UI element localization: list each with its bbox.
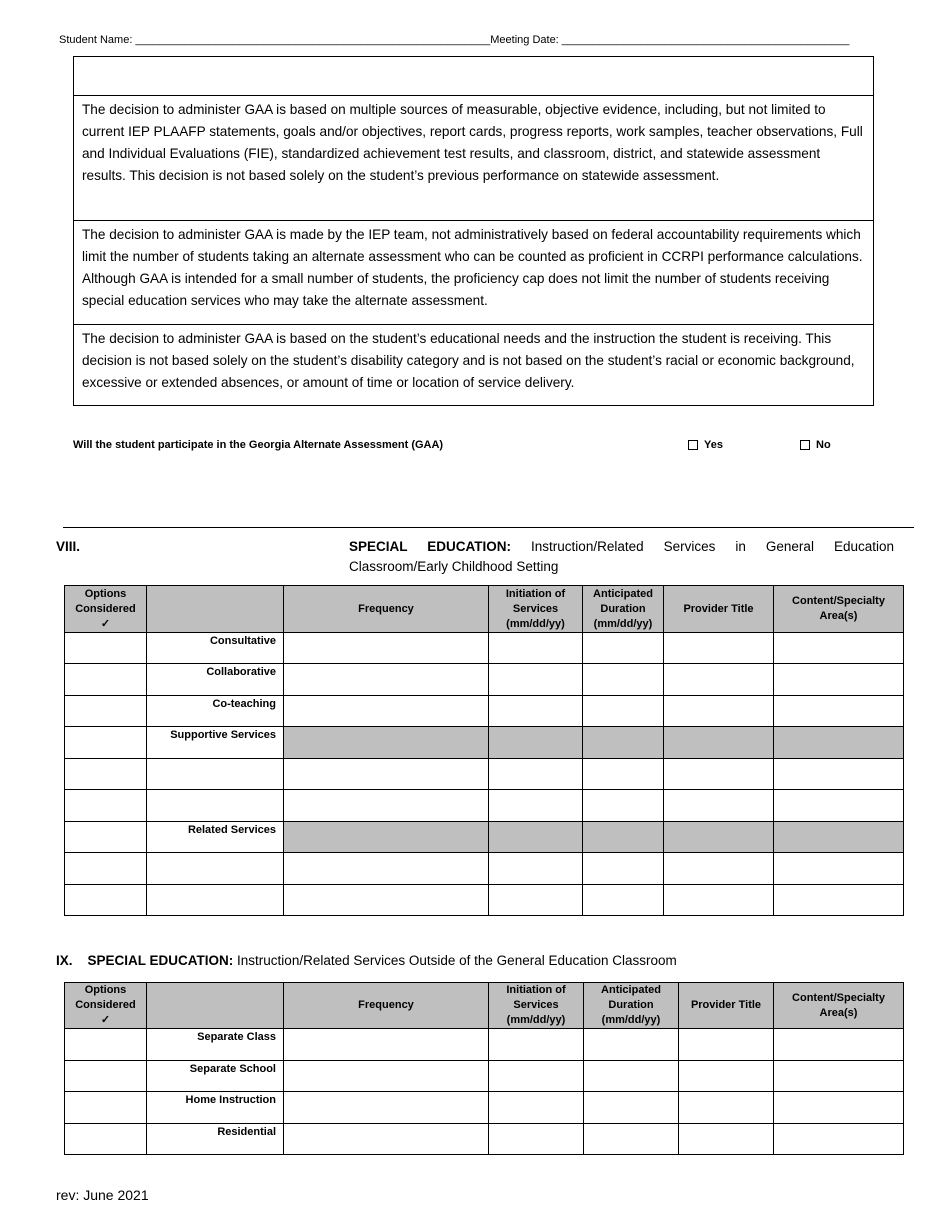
- table-row: [65, 759, 904, 790]
- section-ix-title-rest: Instruction/Related Services Outside of the General Education Classroom: [233, 953, 677, 968]
- shaded-cell: [489, 727, 583, 759]
- section-ix-number: IX.: [56, 953, 73, 968]
- shaded-cell: [489, 822, 583, 853]
- content-cell[interactable]: [774, 633, 904, 664]
- row-label: Separate School: [147, 1061, 284, 1092]
- duration-cell[interactable]: [583, 696, 664, 727]
- content-cell[interactable]: [774, 1124, 904, 1155]
- option-cell[interactable]: [65, 633, 147, 664]
- content-cell[interactable]: [774, 1092, 904, 1124]
- service-name-cell[interactable]: [147, 790, 284, 822]
- duration-cell[interactable]: [584, 1124, 679, 1155]
- option-cell[interactable]: [65, 664, 147, 696]
- option-cell[interactable]: [65, 790, 147, 822]
- gaa-no-option[interactable]: [800, 439, 831, 451]
- row-label: Related Services: [147, 822, 284, 853]
- criteria-evidence: The decision to administer GAA is based on multiple sources of measurable, objective evidence, including, but not limited to current IEP PLAAFP statements, goals and/or objectives, report cards, progress reports, work samples, teacher observations, Full and Individual Evaluations (FIE), standardized achievement test results, and classroom, district, and statewide assessment results. This decision is not based solely on the student’s previous performance on statewide assessment.: [74, 95, 873, 220]
- table-row: [65, 822, 904, 853]
- student-meeting-header: Student Name: __________________________________________________________Meeting Date: _______________________________________________: [59, 34, 850, 46]
- initiation-cell[interactable]: [489, 885, 583, 916]
- section-ix-table: [64, 982, 904, 1155]
- initiation-cell[interactable]: [489, 1029, 584, 1061]
- duration-header: Anticipated Duration (mm/dd/yy): [584, 983, 679, 1029]
- yes-label: Yes: [704, 439, 723, 451]
- option-cell[interactable]: [65, 696, 147, 727]
- options-considered-header: Options Considered ✓: [65, 586, 147, 633]
- option-cell[interactable]: [65, 1092, 147, 1124]
- table-row: [65, 1061, 904, 1092]
- revision-footer: rev: June 2021: [56, 1187, 149, 1203]
- duration-cell[interactable]: [583, 664, 664, 696]
- shaded-cell: [284, 822, 489, 853]
- option-cell[interactable]: [65, 822, 147, 853]
- section-ix-title: [56, 953, 677, 968]
- service-type-header: [147, 983, 284, 1029]
- frequency-cell[interactable]: [284, 633, 489, 664]
- section-viii-title-bold: SPECIAL EDUCATION:: [349, 539, 512, 554]
- provider-cell[interactable]: [664, 664, 774, 696]
- content-cell[interactable]: [774, 885, 904, 916]
- option-cell[interactable]: [65, 1061, 147, 1092]
- service-name-cell[interactable]: [147, 885, 284, 916]
- initiation-cell[interactable]: [489, 790, 583, 822]
- frequency-cell[interactable]: [284, 759, 489, 790]
- content-cell[interactable]: [774, 1029, 904, 1061]
- duration-cell[interactable]: [583, 633, 664, 664]
- table-row: [65, 1029, 904, 1061]
- table-row: [65, 633, 904, 664]
- table-row: [65, 885, 904, 916]
- content-cell[interactable]: [774, 853, 904, 885]
- initiation-header: Initiation of Services (mm/dd/yy): [489, 586, 583, 633]
- section-viii-table: [64, 585, 904, 916]
- checkmark-icon: ✓: [100, 617, 111, 630]
- provider-title-header: Provider Title: [664, 586, 774, 633]
- initiation-cell[interactable]: [489, 1124, 584, 1155]
- content-cell[interactable]: [774, 664, 904, 696]
- frequency-cell[interactable]: [284, 1029, 489, 1061]
- row-label: Residential: [147, 1124, 284, 1155]
- shaded-cell: [583, 727, 664, 759]
- table-row: [65, 696, 904, 727]
- frequency-cell[interactable]: [284, 664, 489, 696]
- row-label: Home Instruction: [147, 1092, 284, 1124]
- initiation-cell[interactable]: [489, 633, 583, 664]
- frequency-header: Frequency: [284, 586, 489, 633]
- table-row: [65, 1092, 904, 1124]
- frequency-header: Frequency: [284, 983, 489, 1029]
- options-considered-header: Options Considered ✓: [65, 983, 147, 1029]
- criteria-blank-row: [74, 57, 873, 95]
- service-name-cell[interactable]: [147, 853, 284, 885]
- section-viii-title-rest: Instruction/Related Services in General Education Classroom/Early Childhood Setting: [349, 539, 894, 574]
- provider-cell[interactable]: [679, 1061, 774, 1092]
- row-label: Separate Class: [147, 1029, 284, 1061]
- duration-cell[interactable]: [584, 1061, 679, 1092]
- checkmark-icon: ✓: [100, 1014, 111, 1026]
- duration-cell[interactable]: [583, 759, 664, 790]
- criteria-iep-team: The decision to administer GAA is made by the IEP team, not administratively based on federal accountability requirements which limit the number of students taking an alternate assessment who can be counted as proficient in CCRPI performance calculations. Although GAA is intended for a small number of students, the proficiency cap does not limit the number of students receiving special education services who may take the alternate assessment.: [74, 220, 873, 324]
- content-cell[interactable]: [774, 1061, 904, 1092]
- initiation-cell[interactable]: [489, 1061, 584, 1092]
- provider-cell[interactable]: [679, 1124, 774, 1155]
- duration-cell[interactable]: [583, 885, 664, 916]
- table-row: [65, 1124, 904, 1155]
- section-viii-title: [349, 537, 894, 576]
- table-row: [65, 853, 904, 885]
- provider-cell[interactable]: [679, 1029, 774, 1061]
- shaded-cell: [664, 727, 774, 759]
- duration-cell[interactable]: [583, 853, 664, 885]
- option-cell[interactable]: [65, 1029, 147, 1061]
- service-type-header: [147, 586, 284, 633]
- content-cell[interactable]: [774, 696, 904, 727]
- frequency-cell[interactable]: [284, 1061, 489, 1092]
- initiation-header: Initiation of Services (mm/dd/yy): [489, 983, 584, 1029]
- row-label: Consultative: [147, 633, 284, 664]
- duration-cell[interactable]: [584, 1092, 679, 1124]
- frequency-cell[interactable]: [284, 696, 489, 727]
- table-row: [65, 727, 904, 759]
- shaded-cell: [583, 822, 664, 853]
- duration-cell[interactable]: [583, 790, 664, 822]
- table-row: [65, 664, 904, 696]
- frequency-cell[interactable]: [284, 790, 489, 822]
- content-area-header: Content/Specialty Area(s): [774, 586, 904, 633]
- option-cell[interactable]: [65, 759, 147, 790]
- frequency-cell[interactable]: [284, 1124, 489, 1155]
- duration-header: Anticipated Duration (mm/dd/yy): [583, 586, 664, 633]
- option-cell[interactable]: [65, 853, 147, 885]
- content-area-header: Content/Specialty Area(s): [774, 983, 904, 1029]
- frequency-cell[interactable]: [284, 853, 489, 885]
- initiation-cell[interactable]: [489, 1092, 584, 1124]
- row-label: Collaborative: [147, 664, 284, 696]
- no-checkbox[interactable]: [800, 440, 810, 450]
- content-cell[interactable]: [774, 790, 904, 822]
- gaa-yes-option[interactable]: [688, 439, 723, 451]
- shaded-cell: [284, 727, 489, 759]
- frequency-cell[interactable]: [284, 1092, 489, 1124]
- provider-cell[interactable]: [664, 885, 774, 916]
- provider-cell[interactable]: [664, 759, 774, 790]
- option-cell[interactable]: [65, 885, 147, 916]
- criteria-educational-needs: The decision to administer GAA is based on the student’s educational needs and the instruction the student is receiving. This decision is not based solely on the student’s disability category and is not based on the student’s racial or economic background, excessive or extended absences, or amount of time or location of service delivery.: [74, 324, 873, 405]
- provider-cell[interactable]: [664, 633, 774, 664]
- table-header-row: [65, 983, 904, 1029]
- gaa-criteria-box: [73, 56, 874, 406]
- provider-cell[interactable]: [664, 790, 774, 822]
- section-divider: [63, 527, 914, 528]
- shaded-cell: [774, 822, 904, 853]
- option-cell[interactable]: [65, 727, 147, 759]
- provider-cell[interactable]: [664, 696, 774, 727]
- section-viii-number: VIII.: [56, 539, 81, 554]
- provider-cell[interactable]: [664, 853, 774, 885]
- table-row: [65, 790, 904, 822]
- initiation-cell[interactable]: [489, 696, 583, 727]
- row-label: Co-teaching: [147, 696, 284, 727]
- initiation-cell[interactable]: [489, 853, 583, 885]
- row-label: Supportive Services: [147, 727, 284, 759]
- shaded-cell: [664, 822, 774, 853]
- no-label: No: [816, 439, 831, 451]
- option-cell[interactable]: [65, 1124, 147, 1155]
- yes-checkbox[interactable]: [688, 440, 698, 450]
- section-ix-title-bold: SPECIAL EDUCATION:: [87, 953, 234, 968]
- frequency-cell[interactable]: [284, 885, 489, 916]
- provider-title-header: Provider Title: [679, 983, 774, 1029]
- content-cell[interactable]: [774, 759, 904, 790]
- initiation-cell[interactable]: [489, 664, 583, 696]
- shaded-cell: [774, 727, 904, 759]
- table-header-row: [65, 586, 904, 633]
- service-name-cell[interactable]: [147, 759, 284, 790]
- provider-cell[interactable]: [679, 1092, 774, 1124]
- gaa-participation-question: Will the student participate in the Georgia Alternate Assessment (GAA): [73, 439, 444, 451]
- initiation-cell[interactable]: [489, 759, 583, 790]
- duration-cell[interactable]: [584, 1029, 679, 1061]
